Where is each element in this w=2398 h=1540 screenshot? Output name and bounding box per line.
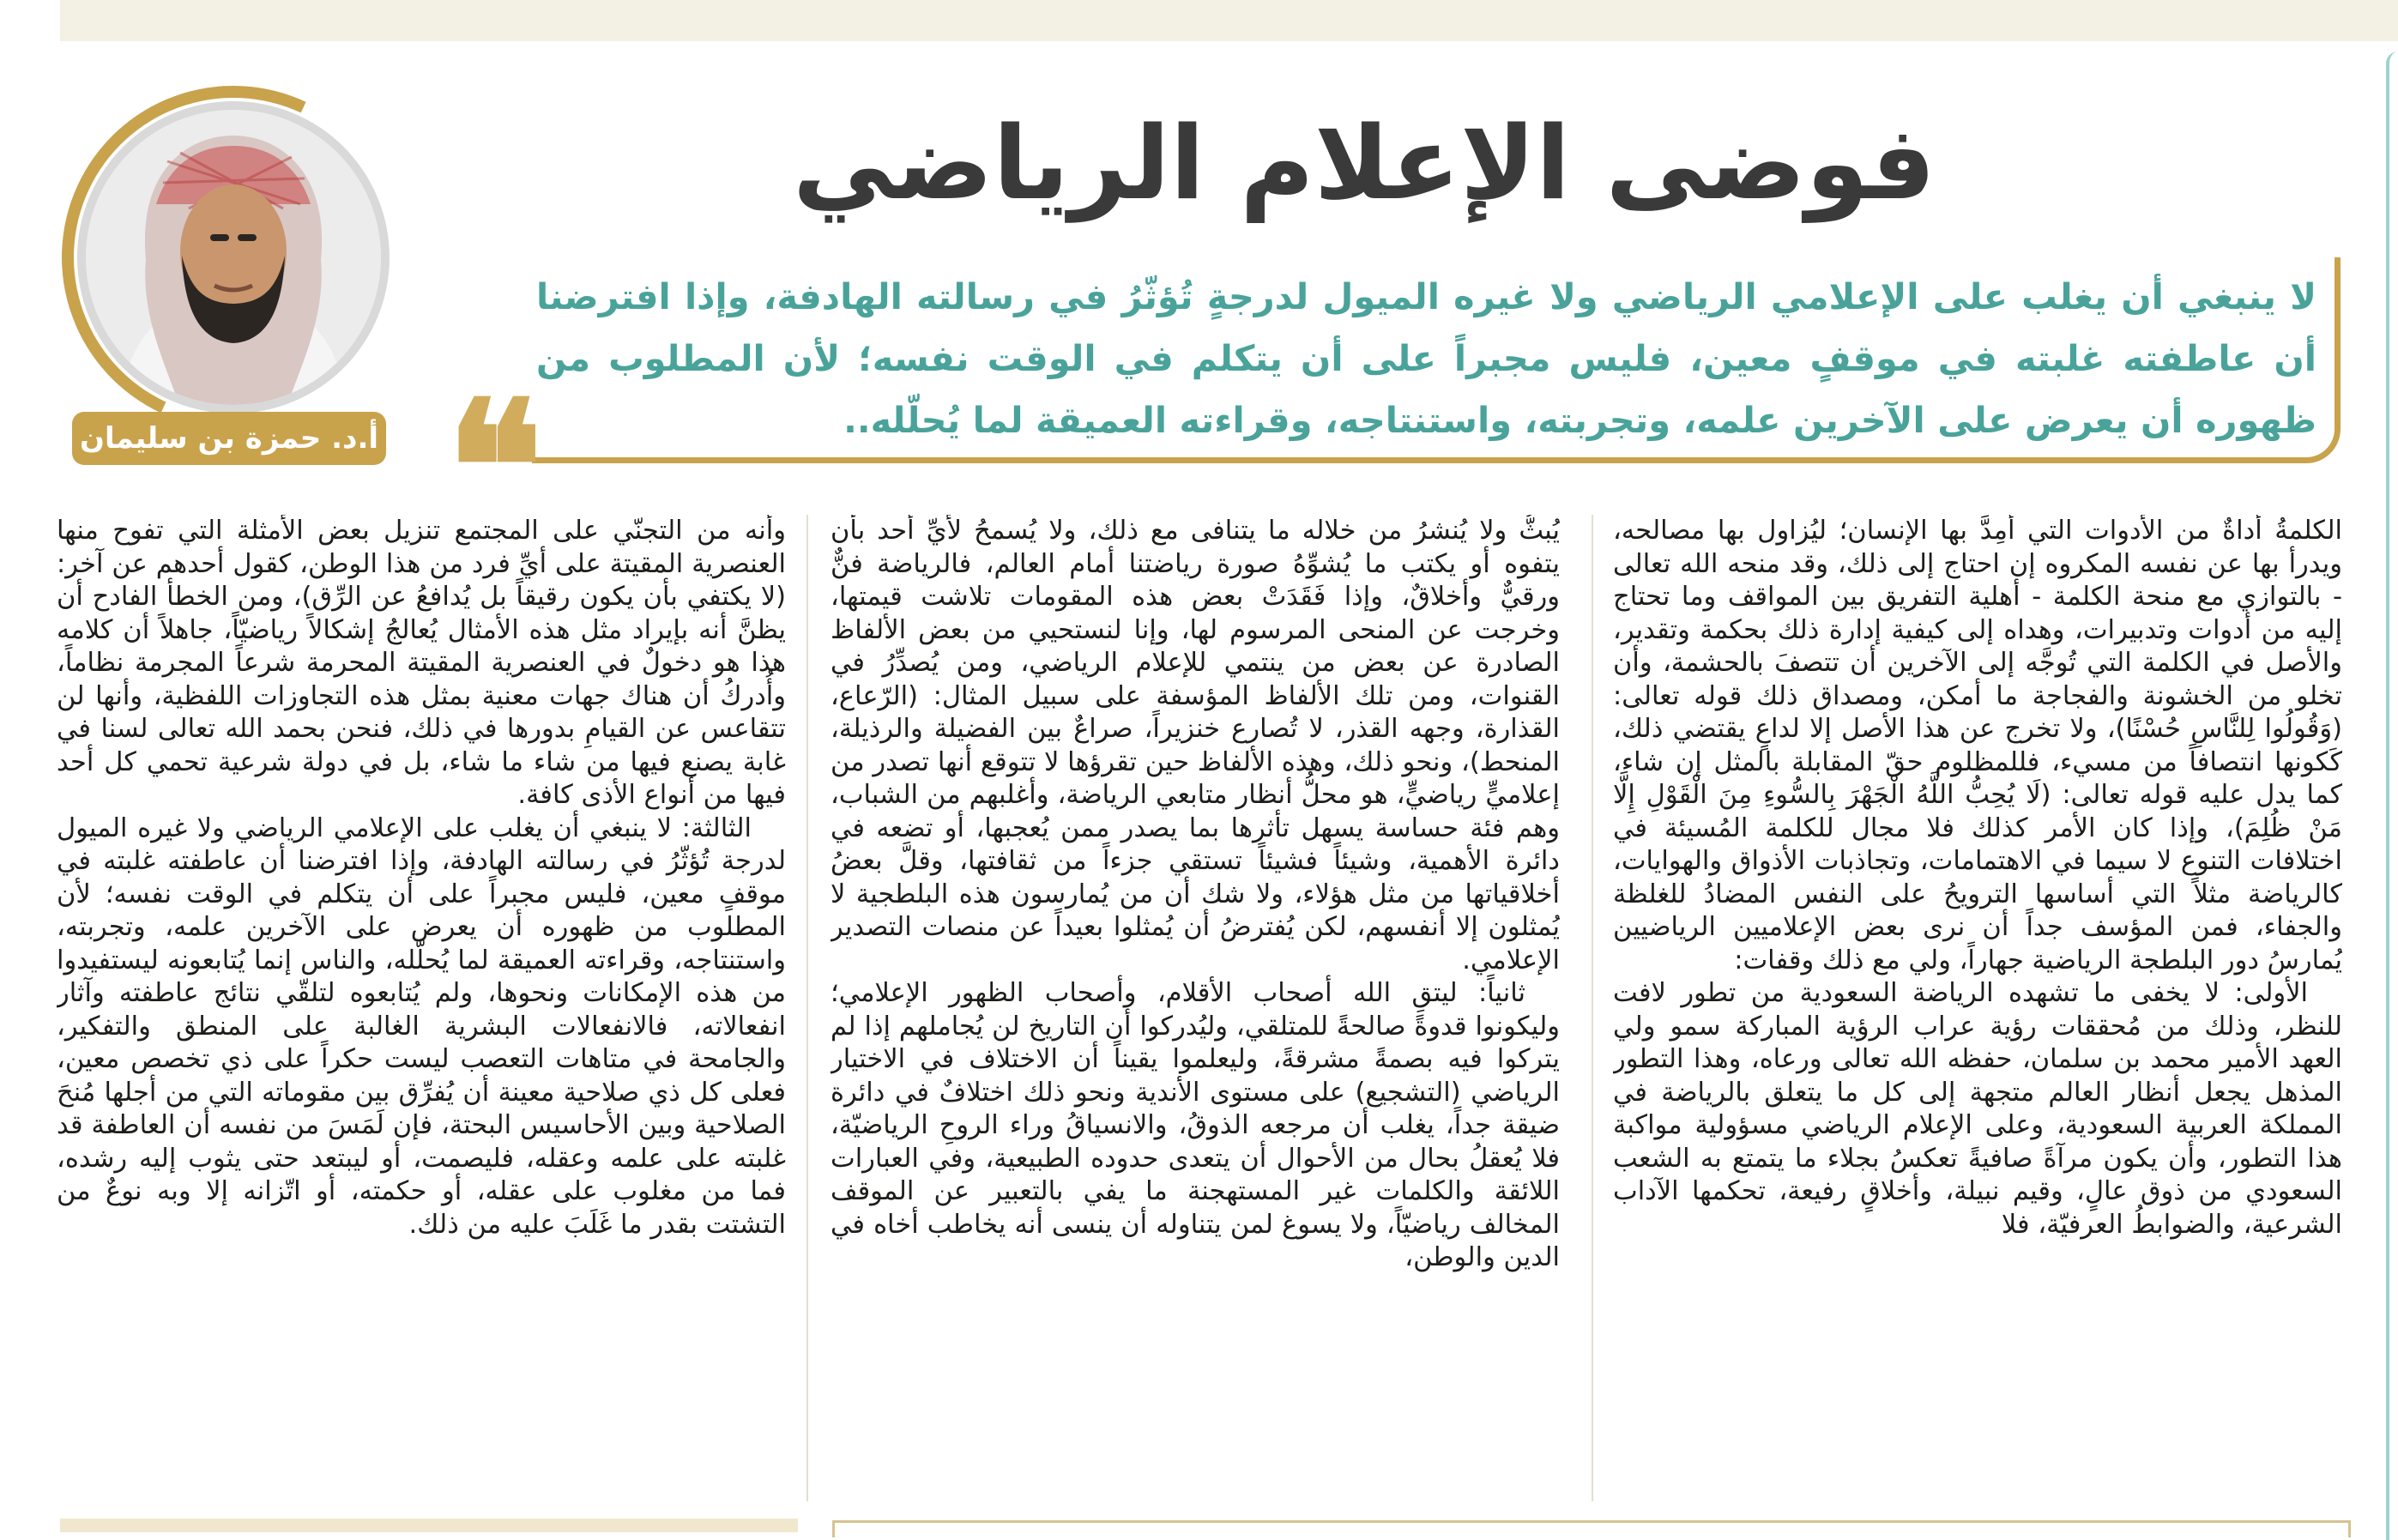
article-title: فوضى الإعلام الرياضي: [793, 104, 1936, 222]
column-divider: [806, 515, 808, 1501]
paragraph: الكلمةُ أداةٌ من الأدوات التي أُمِدَّ بها الإنسان؛ ليُزاول بها مصالحه، ويدرأ بها عن نفسه المكروه إن احتاج إلى ذلك، وقد منحه الله تعالى - بالتوازي مع منحة الكلمة - أهلية التفريق بين المواقف وما تحتاج إليه من أدوات وتدبيرات، وهداه إلى كيفية إدارة ذلك بحكمة وتقدير، والأصل في الكلمة التي تُوجَّه إلى الآخرين أن تتصفَ بالحشمة، وأن تخلو من الخشونة والفجاجة ما أمكن، ومصداق ذلك قوله تعالى: (وَقُولُوا لِلنَّاسِ حُسْنًا)، ولا تخرج عن هذا الأصل إلا لداعٍ يقتضي ذلك، كَكونها انتصافاً من مسيء، فللمظلوم حقّ المقابلة بالمثل إن شاء، كما يدل عليه قوله تعالى: (لَا يُحِبُّ اللَّهُ الْجَهْرَ بِالسُّوءِ مِنَ الْقَوْلِ إِلَّا مَنْ ظُلِمَ)، وإذا كان الأمر كذلك فلا مجال للكلمة المُسيئة في اختلافات التنوع لا سيما في الاهتمامات، وتجاذبات الأذواق والهوايات، كالرياضة مثلاً التي أساسها الترويحُ على النفس المضادُ للغلظة والجفاء، فمن المؤسف جداً أن نرى بعض الإعلاميين الرياضيين يُمارسُ دور البلطجة الرياضية جهاراً، ولي مع ذلك وقفات:: [1613, 516, 2342, 975]
author-portrait-image: [86, 110, 381, 405]
bottom-frame-rule: [832, 1520, 2351, 1537]
article-column-left: [57, 515, 786, 1501]
paragraph: الأولى: لا يخفى ما تشهده الرياضة السعودية من تطور لافت للنظر، وذلك من مُحققات رؤية عراب الرؤية المباركة سمو ولي العهد الأمير محمد بن سلمان، حفظه الله تعالى ورعاه، وهذا التطور المذهل يجعل أنظار العالم متجهة إلى كل ما يتعلق بالرياضة في المملكة العربية السعودية، وعلى الإعلام الرياضي مسؤولية مواكبة هذا التطور، وأن يكون مرآةً صافيةً تعكسُ بجلاء ما يتمتع به الشعب السعودي من ذوق عالٍ، وقيم نبيلة، وأخلاقٍ رفيعة، تحكمها الآداب الشرعية، والضوابطُ العرفيّة، فلا: [1613, 978, 2342, 1240]
quote-icon: ❝: [446, 361, 543, 573]
paragraph: ثانياً: ليتقِ الله أصحاب الأقلام، وأصحاب الظهور الإعلامي؛ وليكونوا قدوةً صالحةً للمتلقي، وليُدركوا أن التاريخ لن يُجاملهم إذا لم يتركوا فيه بصمةً مشرقةً، وليعلموا يقيناً أن الاختلاف في الاختيار الرياضي (التشجيع) على مستوى الأندية ونحو ذلك اختلافٌ في دائرة ضيقة جداً، يغلب أن مرجعه الذوقُ، والانسياقُ وراء الروحِ الرياضيّة، فلا يُعقلُ بحال من الأحوال أن يتعدى حدوده الطبيعية، وفي العبارات اللائقة والكلمات غير المستهجنة ما يفي بالتعبير عن الموقف المخالف رياضيّاً، ولا يسوغ لمن يتناوله أن ينسى أنه يخاطب أخاه في الدين والوطن،: [831, 978, 1560, 1272]
page-edge-rule: [2386, 51, 2398, 1540]
article-column-middle: [831, 515, 1560, 1501]
paragraph: وأنه من التجنّي على المجتمع تنزيل بعض الأمثلة التي تفوح منها العنصرية المقيتة على أيِّ فرد من هذا الوطن، كقول أحدهم عن آخر: (لا يكتفي بأن يكون رقيقاً بل يُدافعُ عن الرِّق)، ومن الخطأ الفادح أن يظنَّ أنه بإيراد مثل هذه الأمثال يُعالجُ إشكالاً رياضيّاً، جاهلاً أن كلامه هذا هو دخولٌ في العنصرية المقيتة المحرمة شرعاً المجرمة نظاماً، وأُدركُ أن هناك جهات معنية بمثل هذه التجاوزات اللفظية، وأنها لن تتقاعس عن القيامِ بدورها في ذلك، فنحن بحمد الله تعالى لسنا في غابة يصنع فيها من شاء ما شاء، بل في دولة شرعية تحمي كل أحد فيها من أنواع الأذى كافة.: [57, 516, 786, 810]
top-decorative-band: [60, 0, 2398, 41]
paragraph: يُبثُّ ولا يُنشرُ من خلاله ما يتنافى مع ذلك، ولا يُسمحُ لأيِّ أحد بأن يتفوه أو يكتب ما يُشوِّهُ صورة رياضتنا أمام العالم، فالرياضة فنٌّ ورقيٌّ وأخلاقٌ، وإذا فَقَدَتْ بعض هذه المقومات تلاشت قيمتها، وخرجت عن المنحى المرسوم لها، وإنا لنستحيي من بعض الألفاظ الصادرة عن بعض من ينتمي للإعلام الرياضي، ومن يُصدِّرُ في القنوات، ومن تلك الألفاظ المؤسفة على سبيل المثال: (الرّعاع، القذارة، وجهه القذر، لا تُصارع خنزيراً، صراعٌ بين الفضيلة والرذيلة، المنحط)، ونحو ذلك، وهذه الألفاظ حين تقرؤها لا تتوقع أنها تصدر من إعلاميٍّ رياضيٍّ، هو محلُّ أنظار متابعي الرياضة، وأغلبهم من الشباب، وهم فئة حساسة يسهل تأثرها بما يصدر ممن يُعجبها، أو تضعه في دائرة الأهمية، وشيئاً فشيئاً تستقي جزءاً من ثقافتها، وقلَّ بعضُ أخلاقياتها من مثل هؤلاء، ولا شك أن من يُمارسون هذه البلطجية لا يُمثلون إلا أنفسهم، لكن يُفترضُ أن يُمثلوا بعيداً عن منصات التصدير الإعلامي.: [831, 516, 1560, 975]
paragraph: الثالثة: لا ينبغي أن يغلب على الإعلامي الرياضي ولا غيره الميول لدرجة تُؤثّرُ في رسالته الهادفة، وإذا افترضنا أن عاطفته غلبته في موقفٍ معين، فليس مجبراً على أن يتكلم في الوقت نفسه؛ لأن المطلوب من ظهوره أن يعرض على الآخرين علمه، وتجربته، واستنتاجه، وقراءته العميقة لما يُحلّله، والناس إنما يُتابعونه ليستفيدوا من هذه الإمكانات ونحوها، ولم يُتابعوه لتلقّي نتائج عاطفته وآثار انفعالاته، فالانفعالات البشرية الغالبة على المنطق والتفكير، والجامحة في متاهات التعصب ليست حكراً على ذي تخصص معين، فعلى كل ذي صلاحية معينة أن يُفرِّق بين مقوماته التي من أجلها مُنحَ الصلاحية وبين الأحاسيس البحتة، فإن لَمَسَ من نفسه أن العاطفة قد غلبته على علمه وعقله، فليصمت، أو ليبتعد حتى يثوب إليه رشده، فما من مغلوب على عقله، أو حكمته، أو اتّزانه إلا وبه نوعٌ من التشتت بقدر ما غَلَبَ عليه من ذلك.: [57, 812, 786, 1240]
author-name: أ.د. حمزة بن سليمان الطيار: [72, 412, 386, 465]
bottom-band: [60, 1519, 798, 1532]
column-divider: [1592, 515, 1593, 1501]
author-photo: [86, 110, 381, 405]
article-lead: لا ينبغي أن يغلب على الإعلامي الرياضي ولا غيره الميول لدرجةٍ تُؤثّرُ في رسالته الهادفة، وإذا افترضنا أن عاطفته غلبته في موقفٍ معين، فليس مجبراً على أن يتكلم في الوقت نفسه؛ لأن المطلوب من ظهوره أن يعرض على الآخرين علمه، وتجربته، واستنتاجه، وقراءته العميقة لما يُحلّله..: [536, 275, 2316, 441]
article-column-right: [1613, 515, 2342, 1501]
